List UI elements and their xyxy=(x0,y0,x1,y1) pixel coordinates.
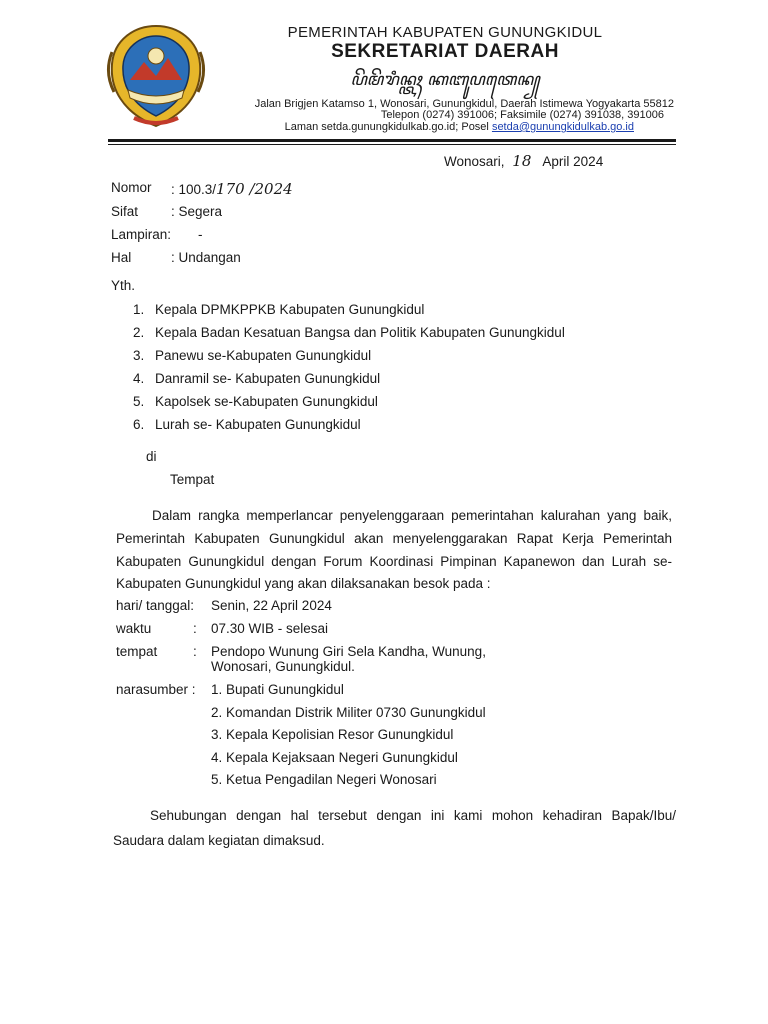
waktu-value: 07.30 WIB - selesai xyxy=(211,621,329,636)
waktu-label: waktu xyxy=(116,621,152,636)
nomor-prefix: : 100.3/ xyxy=(171,182,217,197)
nomor-value xyxy=(171,180,293,198)
paragraph-line: Kabupaten Gunungkidul yang akan dilaksanakan besok pada : xyxy=(116,576,491,591)
list-item: 1. Kepala DPMKPPKB Kabupaten Gunungkidul xyxy=(133,302,425,317)
office-name: SEKRETARIAT DAERAH xyxy=(331,41,559,62)
list-item: 2. Komandan Distrik Militer 0730 Gunungkidul xyxy=(211,704,486,720)
government-name: PEMERINTAH KABUPATEN GUNUNGKIDUL xyxy=(287,24,603,41)
list-item: 4. Danramil se- Kabupaten Gunungkidul xyxy=(133,371,381,386)
office-phone: Telepon (0274) 391006; Faksimile (0274) 391038, 391006 xyxy=(380,109,664,121)
office-web-email xyxy=(214,121,634,133)
salutation: Yth. xyxy=(111,278,136,293)
nomor-label: Nomor xyxy=(111,180,152,195)
hari-label: hari/ tanggal: xyxy=(116,598,195,613)
paragraph-line: Pemerintah Kabupaten Gunungkidul akan menyelenggarakan Rapat Kerja Pemerintah xyxy=(116,531,672,546)
sifat-value: : Segera xyxy=(171,204,223,219)
nomor-handwritten: 170 /2024 xyxy=(216,180,293,198)
waktu-colon: : xyxy=(193,621,197,636)
list-item: 4. Kepala Kejaksaan Negeri Gunungkidul xyxy=(211,749,458,765)
header-rule-thin xyxy=(108,144,676,145)
tempat-colon: : xyxy=(193,644,197,659)
office-address: Jalan Brigjen Katamso 1, Wonosari, Gunungkidul, Daerah Istimewa Yogyakarta 55812 xyxy=(254,98,674,110)
di-label: di xyxy=(146,449,157,464)
paragraph-line: Sehubungan dengan hal tersebut dengan ini kami mohon kehadiran Bapak/Ibu/ xyxy=(150,808,676,823)
tempat-field-label: tempat xyxy=(116,644,158,659)
hal-value: : Undangan xyxy=(171,250,241,265)
narasumber-label: narasumber : xyxy=(116,682,196,697)
narasumber-list xyxy=(211,682,486,795)
tempat-value-line2: Wonosari, Gunungkidul. xyxy=(211,659,355,674)
hari-value: Senin, 22 April 2024 xyxy=(211,598,332,613)
hal-label: Hal xyxy=(111,250,132,265)
regency-seal-logo xyxy=(104,22,208,130)
email-link[interactable]: setda@gunungkidulkab.go.id xyxy=(491,121,634,133)
date-month-year: April 2024 xyxy=(542,154,604,169)
tempat-label: Tempat xyxy=(170,472,215,487)
list-item: 3. Kepala Kepolisian Resor Gunungkidul xyxy=(211,727,454,742)
lampiran-value: - xyxy=(198,227,203,242)
web-label: Laman setda.gunungkidulkab.go.id; Posel xyxy=(284,121,492,133)
list-item: 3. Panewu se-Kabupaten Gunungkidul xyxy=(133,348,372,363)
list-item: 2. Kepala Badan Kesatuan Bangsa dan Politik Kabupaten Gunungkidul xyxy=(133,325,565,340)
paragraph-line: Saudara dalam kegiatan dimaksud. xyxy=(113,833,325,848)
javanese-script-line: ꦥꦼꦩꦼꦫꦶꦤ꧀ꦠꦃ ꦏꦧꦸꦥꦠꦺꦤ꧀ xyxy=(350,70,540,90)
addressee-list xyxy=(133,302,565,440)
lampiran-label: Lampiran: xyxy=(111,227,172,242)
list-item: 6. Lurah se- Kabupaten Gunungkidul xyxy=(133,417,361,432)
paragraph-line: Dalam rangka memperlancar penyelenggaraan pemerintahan kalurahan yang baik, xyxy=(152,508,672,523)
list-item: 5. Kapolsek se-Kabupaten Gunungkidul xyxy=(133,394,378,409)
list-item: 5. Ketua Pengadilan Negeri Wonosari xyxy=(211,772,437,787)
date-place: Wonosari, xyxy=(444,154,505,169)
date-day-handwritten: 18 xyxy=(512,152,532,170)
header-rule-thick xyxy=(108,139,676,142)
letter-date xyxy=(444,152,603,170)
paragraph-line: Kabupaten Gunungkidul dengan Forum Koordinasi Pimpinan Kapanewon dan Lurah se- xyxy=(116,554,672,569)
list-item: 1. Bupati Gunungkidul xyxy=(211,682,344,697)
tempat-value-line1: Pendopo Wunung Giri Sela Kandha, Wunung, xyxy=(211,644,486,659)
sifat-label: Sifat xyxy=(111,204,139,219)
